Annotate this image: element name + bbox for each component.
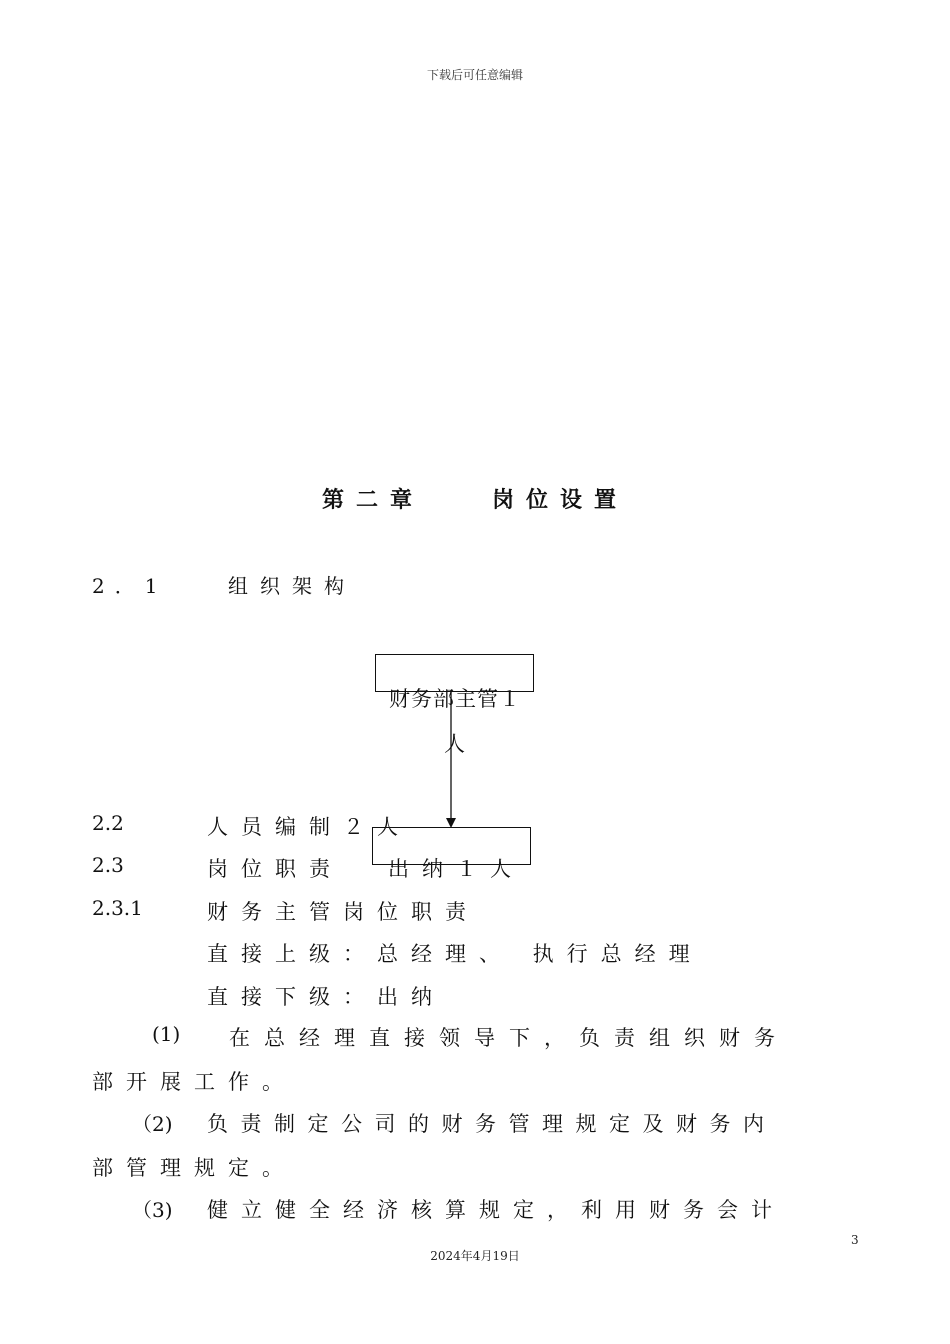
org-connector-arrow: [440, 690, 462, 830]
section-text-2-3: 岗位职责: [207, 857, 343, 881]
duty-2-line1: 负责制定公司的财务管理规定及财务内: [207, 1112, 777, 1136]
section-title-2-1: 组织架构: [228, 574, 356, 598]
duty-2-label: （2): [132, 1112, 173, 1136]
footer-date: 2024年4月19日: [430, 1249, 520, 1263]
duty-1-line2: 部开展工作。: [92, 1070, 296, 1094]
direct-superior: 直接上级：总经理、 执行总经理: [207, 942, 703, 966]
page-number: 3: [851, 1233, 859, 1247]
org-box-finance-manager-label-cont: 人: [444, 732, 465, 756]
duty-1-label: (1): [152, 1022, 181, 1046]
section-number-2-2: 2.2: [92, 811, 124, 835]
section-number-2-3-1: 2.3.1: [92, 896, 143, 920]
org-box-finance-manager-label: 财务部主管１: [389, 687, 521, 711]
duty-3-line1: 健立健全经济核算规定，利用财务会计: [207, 1198, 785, 1222]
duty-2-line2: 部管理规定。: [92, 1156, 296, 1180]
section-number-2-3: 2.3: [92, 853, 124, 877]
duty-1-line1: 在总经理直接领导下，负责组织财务: [229, 1026, 789, 1050]
section-number-2-1: 2．1: [92, 574, 168, 598]
page-header: 下载后可任意编辑: [426, 68, 523, 82]
chapter-title: 第二章 岗位设置: [321, 488, 628, 513]
duty-3-label: （3): [132, 1198, 173, 1222]
org-box-cashier-label: 出纳１人: [388, 857, 524, 881]
section-text-2-3-1: 财务主管岗位职责: [207, 900, 479, 924]
direct-subordinate: 直接下级：出纳: [207, 985, 445, 1009]
section-text-2-2: 人员编制２人: [207, 815, 411, 839]
